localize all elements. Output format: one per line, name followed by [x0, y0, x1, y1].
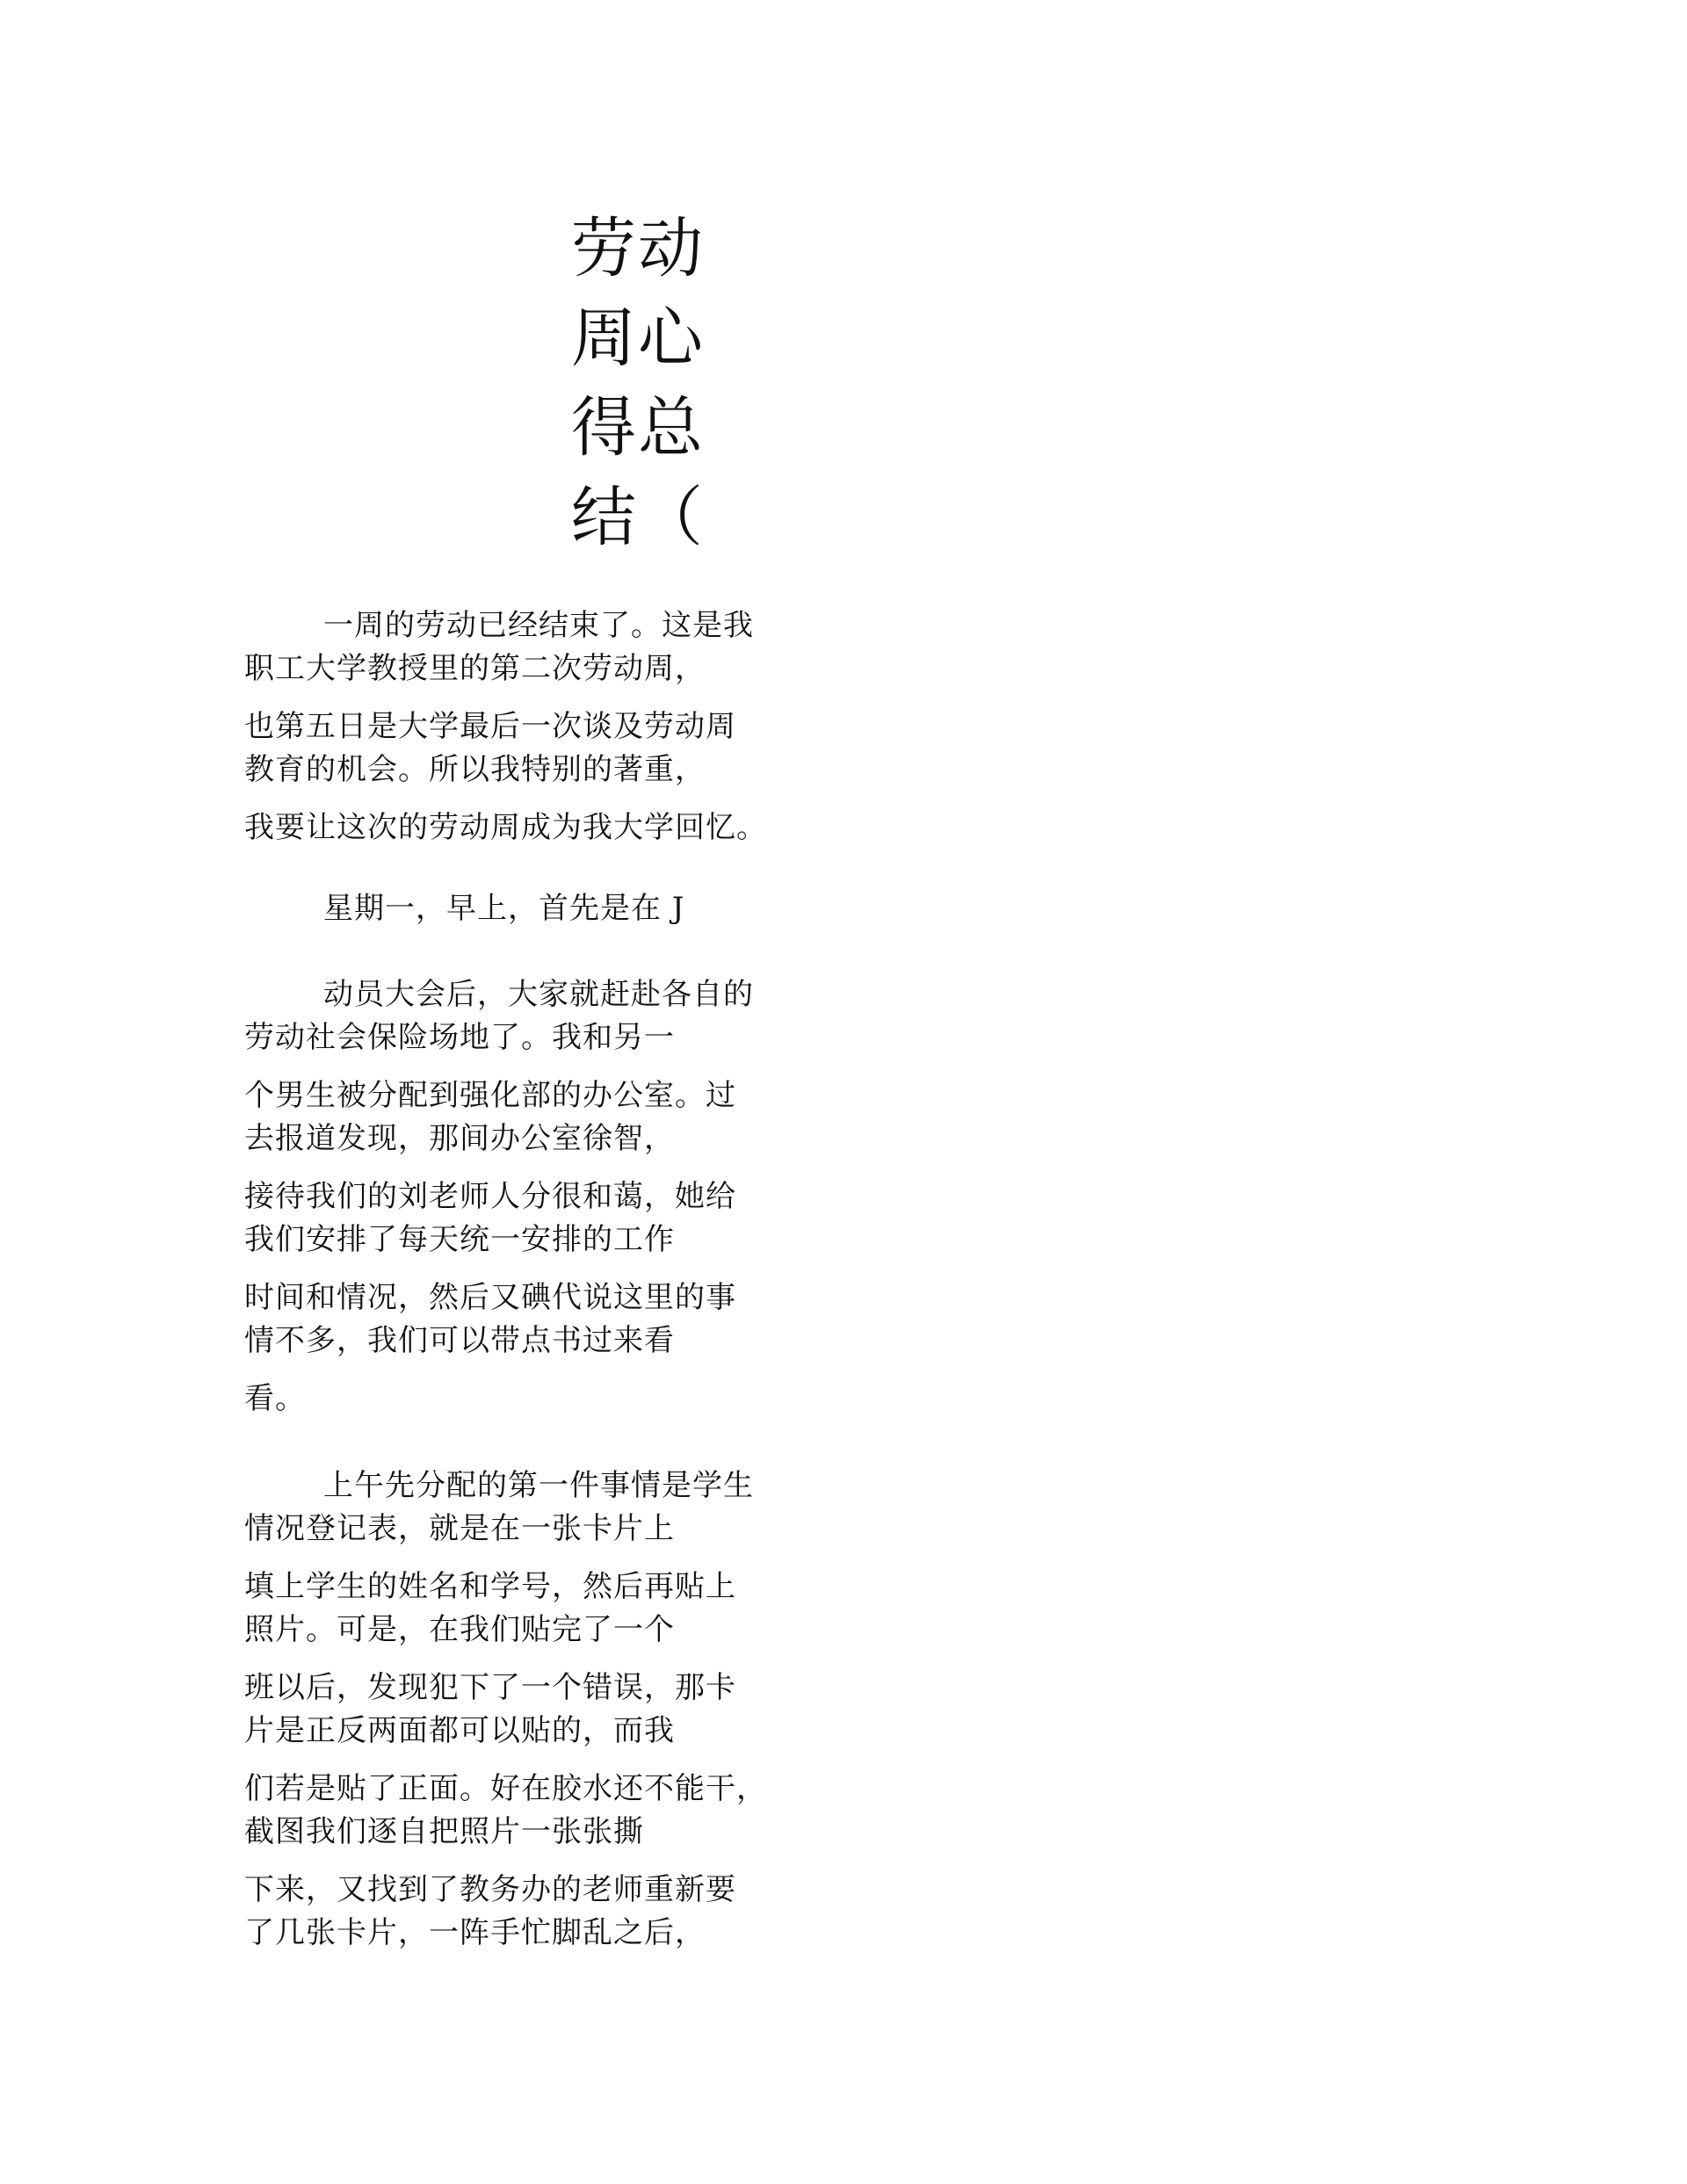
text-line: 班以后，发现犯下了一个错误，那卡 [244, 1670, 736, 1705]
text-line: 了几张卡片，一阵手忙脚乱之后， [244, 1915, 706, 1950]
text-line: 我们安排了每天统一安排的工作 [244, 1222, 675, 1257]
text-line: 片是正反两面都可以贴的，而我 [244, 1713, 675, 1748]
text-line: 一周的劳动已经结束了。这是我 [323, 608, 754, 643]
paragraph-8 [244, 1276, 807, 1363]
paragraph-6 [244, 1074, 807, 1161]
text-line: 看。 [244, 1381, 306, 1416]
paragraph-10 [244, 1464, 807, 1551]
paragraph-5 [244, 973, 807, 1059]
text-line: 也第五日是大学最后一次谈及劳动周 [244, 709, 736, 744]
paragraph-7 [244, 1175, 807, 1262]
text-line: 情不多，我们可以带点书过来看 [244, 1323, 675, 1358]
text-line: 填上学生的姓名和学号，然后再贴上 [244, 1569, 736, 1604]
paragraph-14 [244, 1869, 807, 1955]
text-line: 我要让这次的劳动周成为我大学回忆。 [244, 810, 767, 845]
text-line: 劳动社会保险场地了。我和另一 [244, 1020, 675, 1055]
text-line: 下来，又找到了教务办的老师重新要 [244, 1872, 736, 1907]
paragraph-12 [244, 1667, 807, 1753]
title-line: 周心 [571, 300, 705, 376]
text-line: 接待我们的刘老师人分很和蔼，她给 [244, 1179, 736, 1214]
text-line: 职工大学教授里的第二次劳动周， [244, 651, 706, 686]
text-line: 去报道发现，那间办公室徐智， [244, 1121, 675, 1156]
paragraph-13 [244, 1768, 807, 1854]
title-line: 得总 [571, 390, 705, 466]
paragraph-9 [244, 1378, 807, 1421]
text-line: 上午先分配的第一件事情是学生 [323, 1468, 754, 1503]
text-line: 们若是贴了正面。好在胶水还不能干， [244, 1771, 767, 1806]
text-line: 动员大会后，大家就赶赴各自的 [323, 977, 754, 1012]
paragraph-2 [244, 705, 807, 792]
text-line: 时间和情况，然后又碘代说这里的事 [244, 1280, 736, 1315]
title-line: 劳动 [571, 211, 705, 286]
paragraph-4 [244, 887, 807, 930]
text-line: 星期一，早上，首先是在 J [323, 891, 685, 926]
text-line: 照片。可是，在我们贴完了一个 [244, 1612, 675, 1647]
text-line: 截图我们逐自把照片一张张撕 [244, 1814, 644, 1849]
text-line: 情况登记表，就是在一张卡片上 [244, 1511, 675, 1546]
text-line: 教育的机会。所以我特别的著重， [244, 752, 706, 787]
paragraph-3 [244, 806, 807, 850]
paragraph-11 [244, 1566, 807, 1652]
document-title [571, 204, 705, 562]
text-line: 个男生被分配到强化部的办公室。过 [244, 1078, 736, 1113]
paragraph-1 [244, 604, 807, 691]
title-line: 结（ [571, 480, 705, 555]
